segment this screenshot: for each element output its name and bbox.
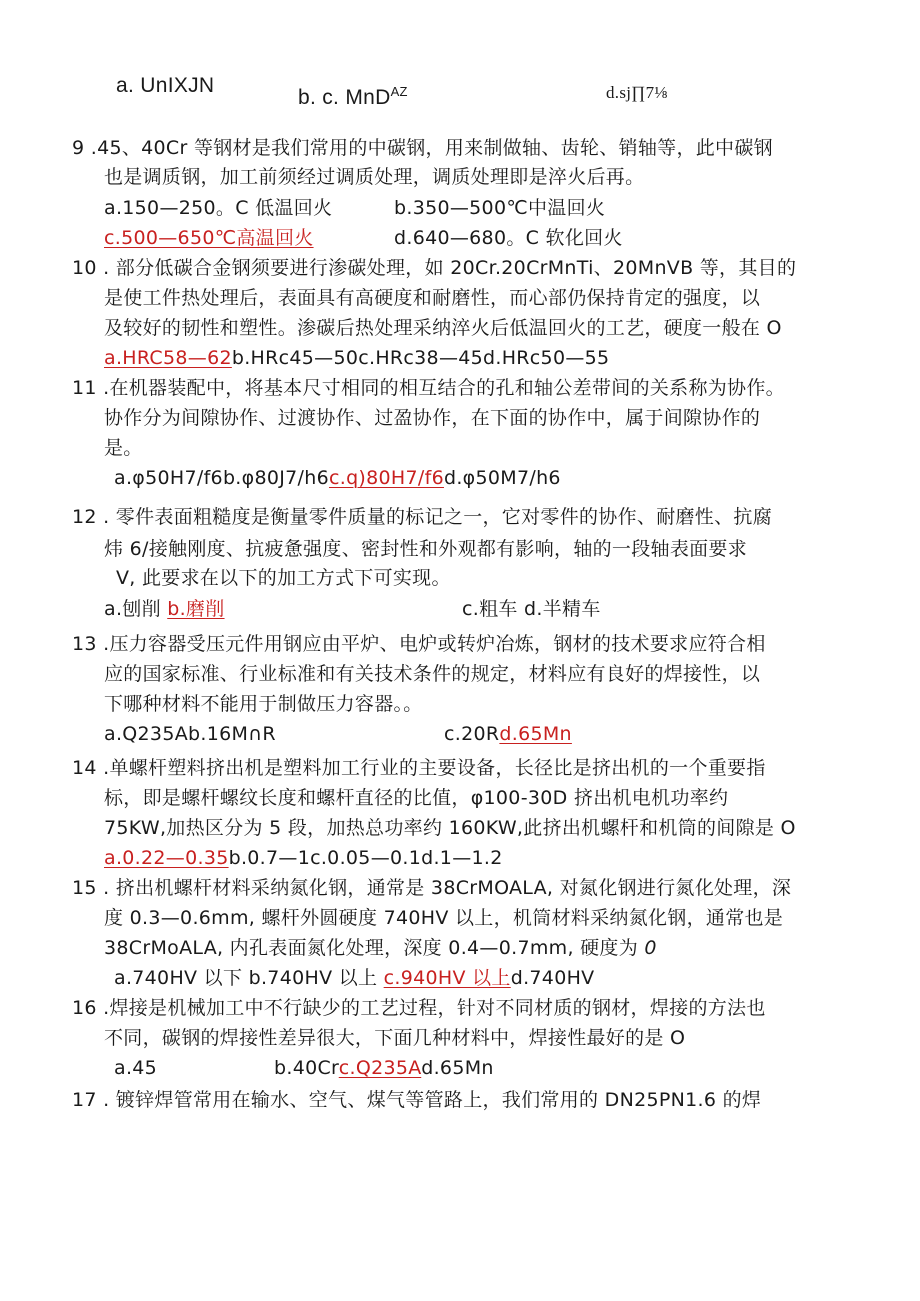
q13-options-ab: a.Q235Ab.16M∩R (104, 723, 276, 745)
q15-option-d: d.740HV (510, 967, 595, 989)
q10-line-3: 及较好的韧性和塑性。渗碳后热处理采纳淬火后低温回火的工艺，硬度一般在 O (104, 317, 782, 339)
q16-options-bcd (274, 1056, 494, 1080)
q10-line-1: 10 . 部分低碳合金钢须要进行渗碳处理，如 20Cr.20CrMnTi、20MnVB 等，其目的 (72, 257, 797, 279)
q9-line-2: 也是调质钢，加工前须经过调质处理，调质处理即是淬火后再。 (104, 166, 645, 188)
q9-option-c-answer: c.500—650℃高温回火 (104, 227, 314, 249)
q15-line-3 (104, 936, 657, 960)
q16-option-b: b.40Cr (274, 1057, 339, 1079)
q9-line-1: 9 .45、40Cr 等钢材是我们常用的中碳钢，用来制做轴、齿轮、销轴等，此中碳钢 (72, 137, 773, 159)
q16-option-a: a.45 (114, 1057, 158, 1079)
q12-options-ab (104, 597, 225, 621)
q15-line-3-text: 38CrMoALA, 内孔表面氮化处理，深度 0.4—0.7mm, 硬度为 (104, 937, 645, 959)
q12-line-2: 炜 6/接触刚度、抗疲惫强度、密封性和外观都有影响，轴的一段轴表面要求 (104, 538, 748, 560)
q10-line-2: 是使工件热处理后，表面具有高硬度和耐磨性，而心部仍保持肯定的强度，以 (104, 287, 761, 309)
q15-option-c-answer: c.940HV 以上 (383, 967, 511, 989)
top-option-d: d.sj∏7⅛ (606, 83, 668, 102)
q10-options-rest: b.HRc45—50c.HRc38—45d.HRc50—55 (231, 347, 610, 369)
q16-line-1: 16 .焊接是机械加工中不行缺少的工艺过程，针对不同材质的钢材，焊接的方法也 (72, 997, 766, 1019)
q15-options (114, 966, 594, 990)
q13-options-cd (444, 722, 572, 746)
q14-option-a-answer: a.0.22—0.35 (104, 847, 229, 869)
q15-line-3-blank: 0 (644, 937, 657, 959)
q15-line-2: 度 0.3—0.6mm, 螺杆外圆硬度 740HV 以上，机筒材料采纳氮化钢，通常也是 (104, 907, 784, 929)
q12-line-3: V, 此要求在以下的加工方式下可实现。 (116, 567, 451, 589)
q14-line-3: 75KW,加热区分为 5 段，加热总功率约 160KW,此挤出机螺杆和机筒的间隙是 O (104, 817, 796, 839)
q13-option-c: c.20R (444, 723, 500, 745)
q14-options (104, 846, 503, 870)
q14-options-rest: b.0.7—1c.0.05—0.1d.1—1.2 (228, 847, 503, 869)
q16-option-c-answer: c.Q235A (338, 1057, 422, 1079)
q11-option-c-answer: c.q)80H7∕f6 (328, 467, 444, 489)
q12-option-a: a.刨削 (104, 598, 161, 620)
q13-line-2: 应的国家标准、行业标准和有关技术条件的规定，材料应有良好的焊接性，以 (104, 663, 761, 685)
q9-option-a: a.150—250。C 低温回火 (104, 197, 333, 219)
top-option-b-text: b. c. MnD (298, 86, 391, 109)
q11-line-1: 11 .在机器装配中，将基本尺寸相同的相互结合的孔和轴公差带间的关系称为协作。 (72, 377, 785, 399)
top-option-a: a. UnIXJN (116, 74, 215, 97)
q11-options (114, 466, 561, 490)
q17-line-1: 17 . 镀锌焊管常用在输水、空气、煤气等管路上，我们常用的 DN25PN1.6 的焊 (72, 1089, 762, 1111)
top-option-b (298, 80, 408, 110)
q14-line-2: 标，即是螺杆螺纹长度和螺杆直径的比值，φ100-30D 挤出机电机功率约 (104, 787, 729, 809)
q9-option-b: b.350—500℃中温回火 (394, 197, 606, 219)
q15-line-1: 15 . 挤出机螺杆材料采纳氮化钢，通常是 38CrMOALA, 对氮化钢进行氮化处理，深 (72, 877, 792, 899)
q13-line-3: 下哪种材料不能用于制做压力容器。。 (104, 693, 423, 715)
q10-option-a-answer: a.HRC58—62 (104, 347, 232, 369)
q12-line-1: 12 . 零件表面粗糙度是衡量零件质量的标记之一，它对零件的协作、耐磨性、抗腐 (72, 506, 772, 528)
q12-options-cd: c.粗车 d.半精车 (462, 598, 601, 620)
q11-options-ab: a.φ50H7∕f6b.φ80J7∕h6 (114, 467, 329, 489)
q10-options (104, 346, 609, 370)
q13-option-d-answer: d.65Mn (499, 723, 572, 745)
q9-option-d: d.640—680。C 软化回火 (394, 227, 623, 249)
q16-option-d: d.65Mn (421, 1057, 494, 1079)
q11-option-d: d.φ50M7∕h6 (443, 467, 561, 489)
q11-line-2: 协作分为间隙协作、过渡协作、过盈协作，在下面的协作中，属于间隙协作的 (104, 407, 761, 429)
q16-line-2: 不同，碳钢的焊接性差异很大，下面几种材料中，焊接性最好的是 O (104, 1027, 686, 1049)
q14-line-1: 14 .单螺杆塑料挤出机是塑料加工行业的主要设备，长径比是挤出机的一个重要指 (72, 757, 766, 779)
q11-line-3: 是。 (104, 437, 143, 459)
q12-option-b-answer: b.磨削 (167, 598, 225, 620)
q13-line-1: 13 .压力容器受压元件用钢应由平炉、电炉或转炉冶炼，钢材的技术要求应符合相 (72, 633, 766, 655)
top-option-b-sup: AZ (390, 84, 408, 99)
q15-options-ab: a.740HV 以下 b.740HV 以上 (114, 967, 384, 989)
